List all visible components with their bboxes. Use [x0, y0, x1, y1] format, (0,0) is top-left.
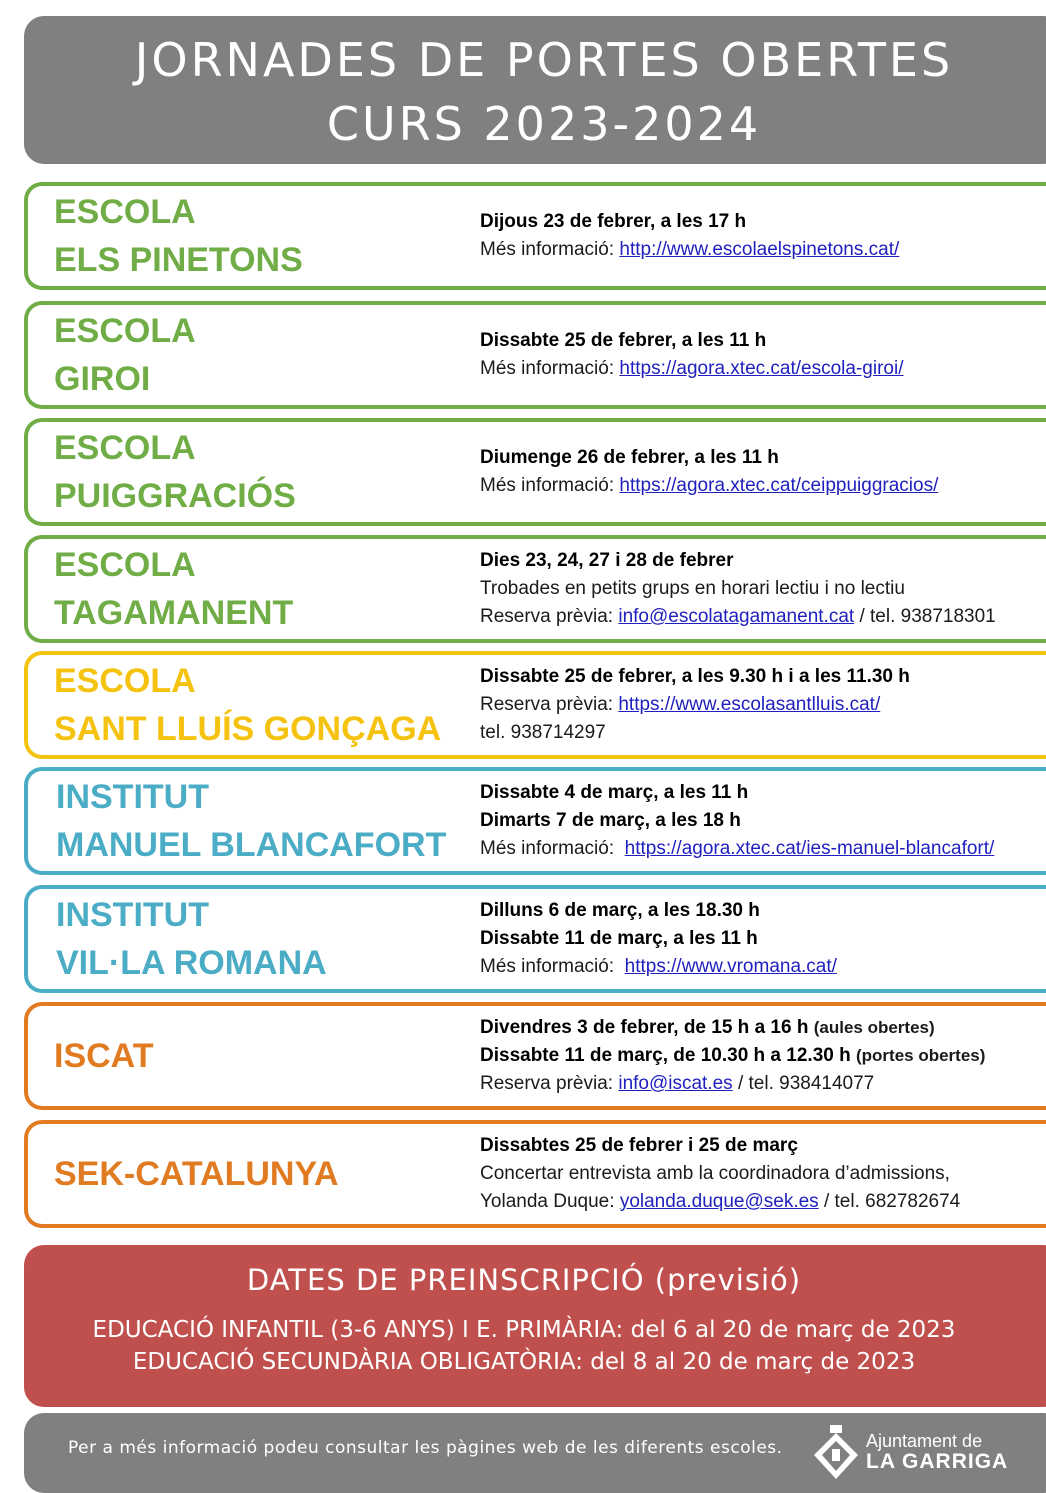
school-card-puiggracios [24, 418, 1046, 526]
coat-of-arms-icon [810, 1423, 862, 1481]
school-info: Dissabtes 25 de febrer i 25 de març Concertar entrevista amb la coordinadora d’admissions, Yolanda Duque: yolanda.duque@sek.es / tel. 682782674 [480, 1135, 961, 1212]
school-link[interactable]: https://www.escolasantlluis.cat/ [618, 694, 881, 715]
preinscription-primary: EDUCACIÓ INFANTIL (3-6 ANYS) I E. PRIMÀRIA: del 6 al 20 de març de 2023 [92, 1317, 956, 1343]
school-card-iscat [24, 1002, 1046, 1110]
school-name: INSTITUT VIL·LA ROMANA [56, 896, 327, 982]
school-link[interactable]: https://agora.xtec.cat/escola-giroi/ [619, 358, 904, 379]
event-date-2: Dissabte 11 de març, a les 11 h [480, 928, 758, 949]
event-date: Dissabte 25 de febrer, a les 11 h [480, 330, 767, 351]
logo-line1: Ajuntament de [866, 1431, 983, 1451]
school-card-sant-lluis-gonzaga [24, 651, 1046, 759]
school-name: INSTITUT MANUEL BLANCAFORT [56, 778, 447, 864]
school-info: Dissabte 25 de febrer, a les 9.30 h i a les 11.30 h Reserva prèvia: https://www.escolasantlluis.cat/ tel. 938714297 [480, 666, 910, 743]
school-link[interactable]: https://agora.xtec.cat/ies-manuel-blancafort/ [624, 838, 995, 859]
school-card-els-pinetons [24, 182, 1046, 290]
school-name: ESCOLA ELS PINETONS [54, 193, 303, 279]
school-email-link[interactable]: yolanda.duque@sek.es [619, 1191, 819, 1212]
school-link[interactable]: https://agora.xtec.cat/ceippuiggracios/ [619, 475, 939, 496]
school-name: SEK-CATALUNYA [54, 1155, 339, 1193]
event-date: Dissabte 25 de febrer, a les 9.30 h i a les 11.30 h [480, 666, 910, 687]
footer-text: Per a més informació podeu consultar les pàgines web de les diferents escoles. [68, 1438, 783, 1458]
school-name: ESCOLA TAGAMANENT [54, 546, 294, 632]
event-date: Divendres 3 de febrer, de 15 h a 16 h [480, 1017, 809, 1038]
school-info: Dissabte 4 de març, a les 11 h Dimarts 7 de març, a les 18 h Més informació: https://agora.xtec.cat/ies-manuel-blancafort/ [480, 782, 995, 859]
school-card-giroi [24, 301, 1046, 409]
logo-line2: LA GARRIGA [866, 1450, 1009, 1473]
school-link[interactable]: https://www.vromana.cat/ [624, 956, 837, 977]
school-card-tagamanent [24, 535, 1046, 643]
school-info: Dijous 23 de febrer, a les 17 h Més informació: http://www.escolaelspinetons.cat/ [480, 211, 900, 260]
event-date-2: Dimarts 7 de març, a les 18 h [480, 810, 741, 831]
school-info: Dilluns 6 de març, a les 18.30 h Dissabte 11 de març, a les 11 h Més informació: https://www.vromana.cat/ [480, 900, 837, 977]
event-date: Dijous 23 de febrer, a les 17 h [480, 211, 747, 232]
event-date: Dissabtes 25 de febrer i 25 de març [480, 1135, 798, 1156]
preinscription-title: DATES DE PREINSCRIPCIÓ (previsió) [246, 1263, 802, 1297]
school-name: ESCOLA SANT LLUÍS GONÇAGA [54, 662, 442, 748]
school-info: Divendres 3 de febrer, de 15 h a 16 h (aules obertes) Dissabte 11 de març, de 10.30 h a 12.30 h (portes obertes) Reserva prèvia: info@iscat.es / tel. 938414077 [480, 1017, 986, 1094]
town-hall-logo [810, 1423, 1010, 1483]
header-title: JORNADES DE PORTES OBERTES [134, 33, 954, 87]
school-name: ESCOLA PUIGGRACIÓS [54, 429, 296, 515]
school-name: ESCOLA GIROI [54, 312, 196, 398]
preinscription-panel [24, 1245, 1046, 1407]
school-name: ISCAT [54, 1037, 154, 1075]
event-date: Dies 23, 24, 27 i 28 de febrer [480, 550, 734, 571]
page-header [24, 16, 1046, 164]
school-link[interactable]: http://www.escolaelspinetons.cat/ [619, 239, 900, 260]
school-email-link[interactable]: info@iscat.es [618, 1073, 733, 1094]
school-info: Dies 23, 24, 27 i 28 de febrer Trobades en petits grups en horari lectiu i no lectiu Reserva prèvia: info@escolatagamanent.cat / tel. 938718301 [480, 550, 996, 627]
school-info: Diumenge 26 de febrer, a les 11 h Més informació: https://agora.xtec.cat/ceippuiggracios/ [480, 447, 939, 496]
school-info: Dissabte 25 de febrer, a les 11 h Més informació: https://agora.xtec.cat/escola-giroi/ [480, 330, 904, 379]
event-date: Dilluns 6 de març, a les 18.30 h [480, 900, 760, 921]
footer [24, 1413, 1046, 1493]
header-subtitle: CURS 2023-2024 [326, 97, 762, 151]
preinscription-secondary: EDUCACIÓ SECUNDÀRIA OBLIGATÒRIA: del 8 al 20 de març de 2023 [132, 1349, 916, 1375]
school-card-vil-la-romana [24, 885, 1046, 993]
event-date: Dissabte 4 de març, a les 11 h [480, 782, 749, 803]
school-card-manuel-blancafort [24, 767, 1046, 875]
event-date: Diumenge 26 de febrer, a les 11 h [480, 447, 779, 468]
event-date-2: Dissabte 11 de març, de 10.30 h a 12.30 h [480, 1045, 851, 1066]
school-card-sek-catalunya [24, 1120, 1046, 1228]
school-email-link[interactable]: info@escolatagamanent.cat [618, 606, 855, 627]
